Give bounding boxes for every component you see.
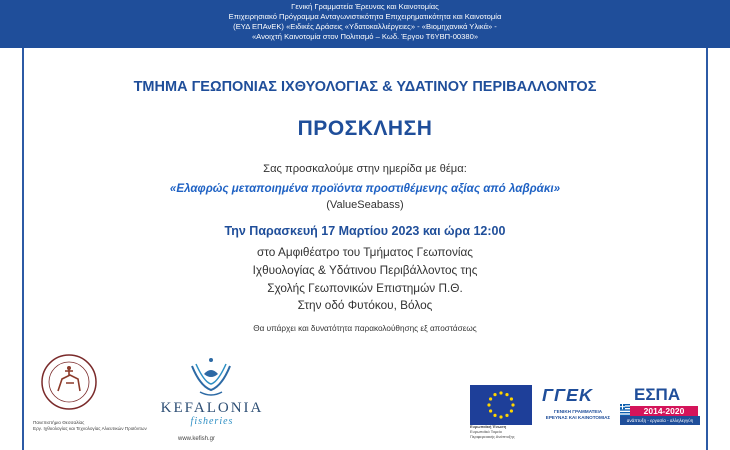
header-line: Γενική Γραμματεία Έρευνας και Καινοτομίας xyxy=(291,2,439,11)
university-seal-icon xyxy=(40,353,98,411)
department-heading: ΤΜΗΜΑ ΓΕΩΠΟΝΙΑΣ ΙΧΘΥΟΛΟΓΙΑΣ & ΥΔΑΤΙΝΟΥ ΠΕΡΙΒΑΛΛΟΝΤΟΣ xyxy=(133,79,597,95)
ggek-logo: ΓΓΕΚ ΓΕΝΙΚΗ ΓΡΑΜΜΑΤΕΙΑ ΕΡΕΥΝΑΣ ΚΑΙ ΚΑΙΝΟΤΟΜΙΑΣ xyxy=(540,385,616,427)
venue-line: στο Αμφιθέατρο του Τμήματος Γεωπονίας xyxy=(256,245,473,259)
remote-attendance-note: Θα υπάρχει και δυνατότητα παρακολούθησης εξ αποστάσεως xyxy=(253,324,477,333)
kefalonia-name: KEFALONIA xyxy=(160,400,264,416)
venue-line: Σχολής Γεωπονικών Επιστημών Π.Θ. xyxy=(267,281,463,295)
event-title: «Ελαφρώς μεταποιημένα προϊόντα προστιθέμενης αξίας από λαβράκι» xyxy=(169,182,561,195)
invite-text: Σας προσκαλούμε στην ημερίδα με θέμα: xyxy=(263,163,467,175)
header-band xyxy=(0,0,730,48)
kefalonia-url: www.kefish.gr xyxy=(178,436,216,442)
invitation-title: ΠΡΟΣΚΛΗΣΗ xyxy=(297,117,433,140)
uth-footer: Πανεπιστήμιο Θεσσαλίας Εργ. Ιχθυολογίας και Τεχνολογίας Αλιευτικών Προϊόντων xyxy=(33,420,147,431)
header-line: «Ανοιχτή Καινοτομία στον Πολιτισμό – Κωδ. Έργου Τ6ΥΒΠ-00380» xyxy=(251,32,479,41)
greek-flag-icon xyxy=(620,404,630,416)
eu-logo xyxy=(470,385,532,427)
eu-caption: Ευρωπαϊκή Ένωση Ευρωπαϊκό Ταμείο Περιφερειακής Ανάπτυξης xyxy=(470,424,515,439)
event-date: Την Παρασκευή 17 Μαρτίου 2023 και ώρα 12:00 xyxy=(224,224,506,238)
event-code: (ValueSeabass) xyxy=(326,199,404,211)
header-line: Επιχειρησιακό Πρόγραμμα Ανταγωνιστικότητα Επιχειρηματικότητα και Καινοτομία xyxy=(228,12,502,21)
espa-logo: ΕΣΠΑ 2014-2020 ανάπτυξη - εργασία - αλληλεγγύη xyxy=(620,385,700,425)
header-line: (ΕΥΔ ΕΠΑνΕΚ) «Ειδικές Δράσεις «Υδατοκαλλιέργειες» - «Βιομηχανικά Υλικά» - xyxy=(233,22,497,31)
venue-line: Ιχθυολογίας & Υδάτινου Περιβάλλοντος της xyxy=(252,263,478,277)
venue-line: Στην οδό Φυτόκου, Βόλος xyxy=(297,298,433,312)
kefalonia-sub: fisheries xyxy=(190,416,234,427)
eu-flag-icon xyxy=(470,385,532,425)
fish-emblem-icon xyxy=(186,356,236,398)
